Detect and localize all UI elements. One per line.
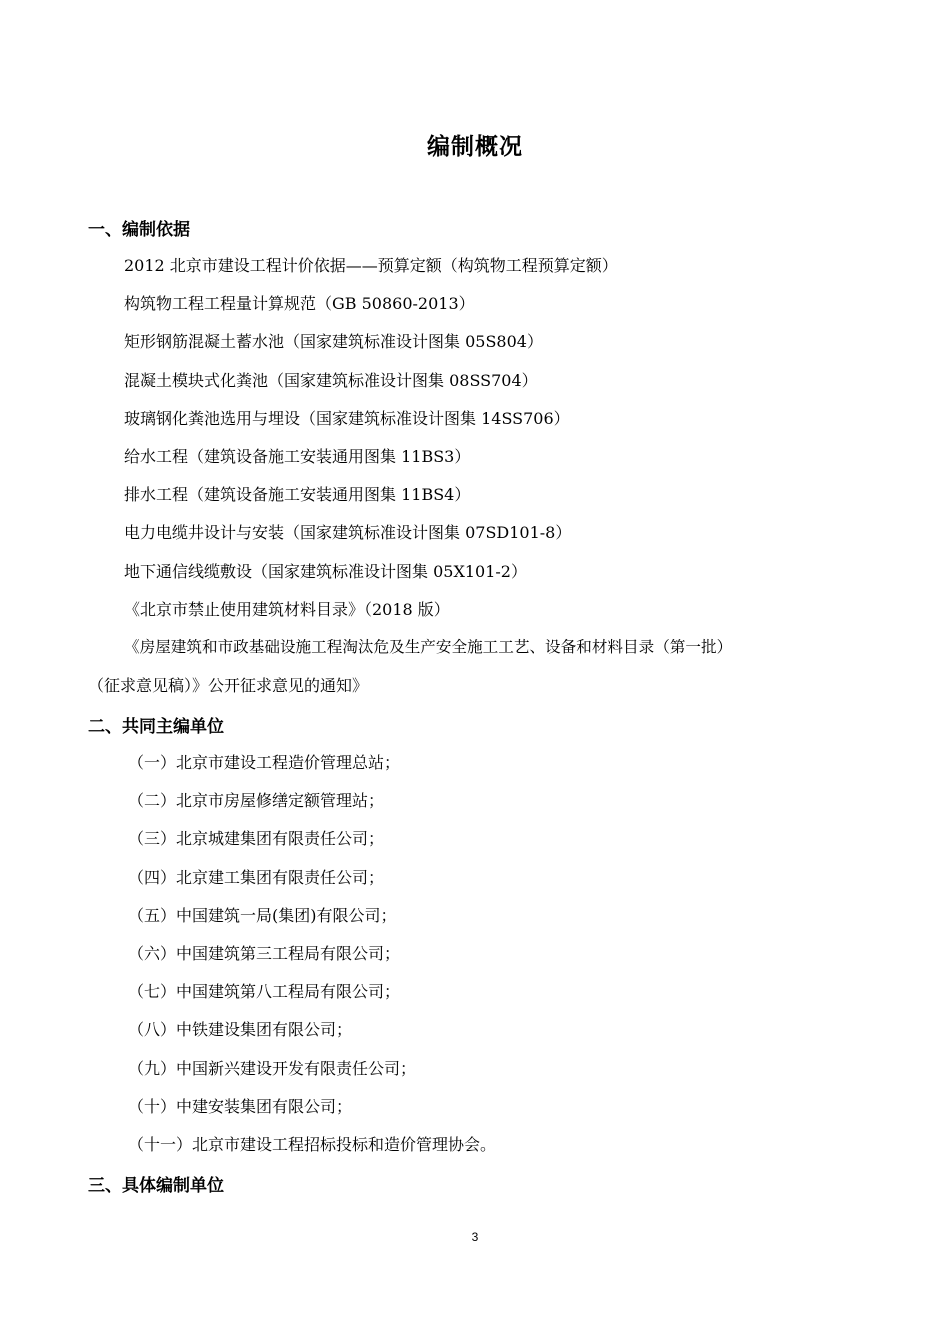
editor-item: （七）中国建筑第八工程局有限公司； [128, 982, 401, 1001]
page-title: 编制概况 [427, 134, 523, 160]
editor-item: （一）北京市建设工程造价管理总站； [128, 753, 401, 772]
section-heading-editors: 二、共同主编单位 [88, 717, 224, 737]
editor-item: （十一）北京市建设工程招标投标和造价管理协会。 [128, 1135, 497, 1154]
basis-item: 2012 北京市建设工程计价依据——预算定额（构筑物工程预算定额） [124, 256, 618, 275]
editor-item: （十）中建安装集团有限公司； [128, 1097, 353, 1116]
basis-item: 电力电缆井设计与安装（国家建筑标准设计图集 07SD101-8） [124, 523, 572, 542]
basis-item: 玻璃钢化粪池选用与埋设（国家建筑标准设计图集 14SS706） [124, 409, 570, 428]
basis-item: 构筑物工程工程量计算规范（GB 50860-2013） [124, 294, 475, 313]
basis-item: 地下通信线缆敷设（国家建筑标准设计图集 05X101-2） [124, 562, 527, 581]
basis-item: 矩形钢筋混凝土蓄水池（国家建筑标准设计图集 05S804） [124, 332, 543, 351]
basis-item: 排水工程（建筑设备施工安装通用图集 11BS4） [124, 485, 471, 504]
editor-item: （五）中国建筑一局(集团)有限公司； [128, 906, 397, 925]
editor-item: （六）中国建筑第三工程局有限公司； [128, 944, 401, 963]
basis-long-item-line2: （征求意见稿）》公开征求意见的通知》 [88, 676, 369, 695]
basis-long-item-line1: 《房屋建筑和市政基础设施工程淘汰危及生产安全施工工艺、设备和材料目录（第一批） [124, 638, 733, 656]
editor-item: （四）北京建工集团有限责任公司； [128, 868, 385, 887]
section-heading-specific: 三、具体编制单位 [88, 1176, 224, 1196]
section-heading-basis: 一、编制依据 [88, 220, 190, 240]
editor-item: （二）北京市房屋修缮定额管理站； [128, 791, 385, 810]
basis-item: 给水工程（建筑设备施工安装通用图集 11BS3） [124, 447, 471, 466]
editor-item: （八）中铁建设集团有限公司； [128, 1020, 353, 1039]
editor-item: （九）中国新兴建设开发有限责任公司； [128, 1059, 417, 1078]
basis-item: 《北京市禁止使用建筑材料目录》（2018 版） [124, 600, 450, 619]
basis-item: 混凝土模块式化粪池（国家建筑标准设计图集 08SS704） [124, 371, 538, 390]
page-number: 3 [471, 1230, 479, 1244]
editor-item: （三）北京城建集团有限责任公司； [128, 829, 385, 848]
